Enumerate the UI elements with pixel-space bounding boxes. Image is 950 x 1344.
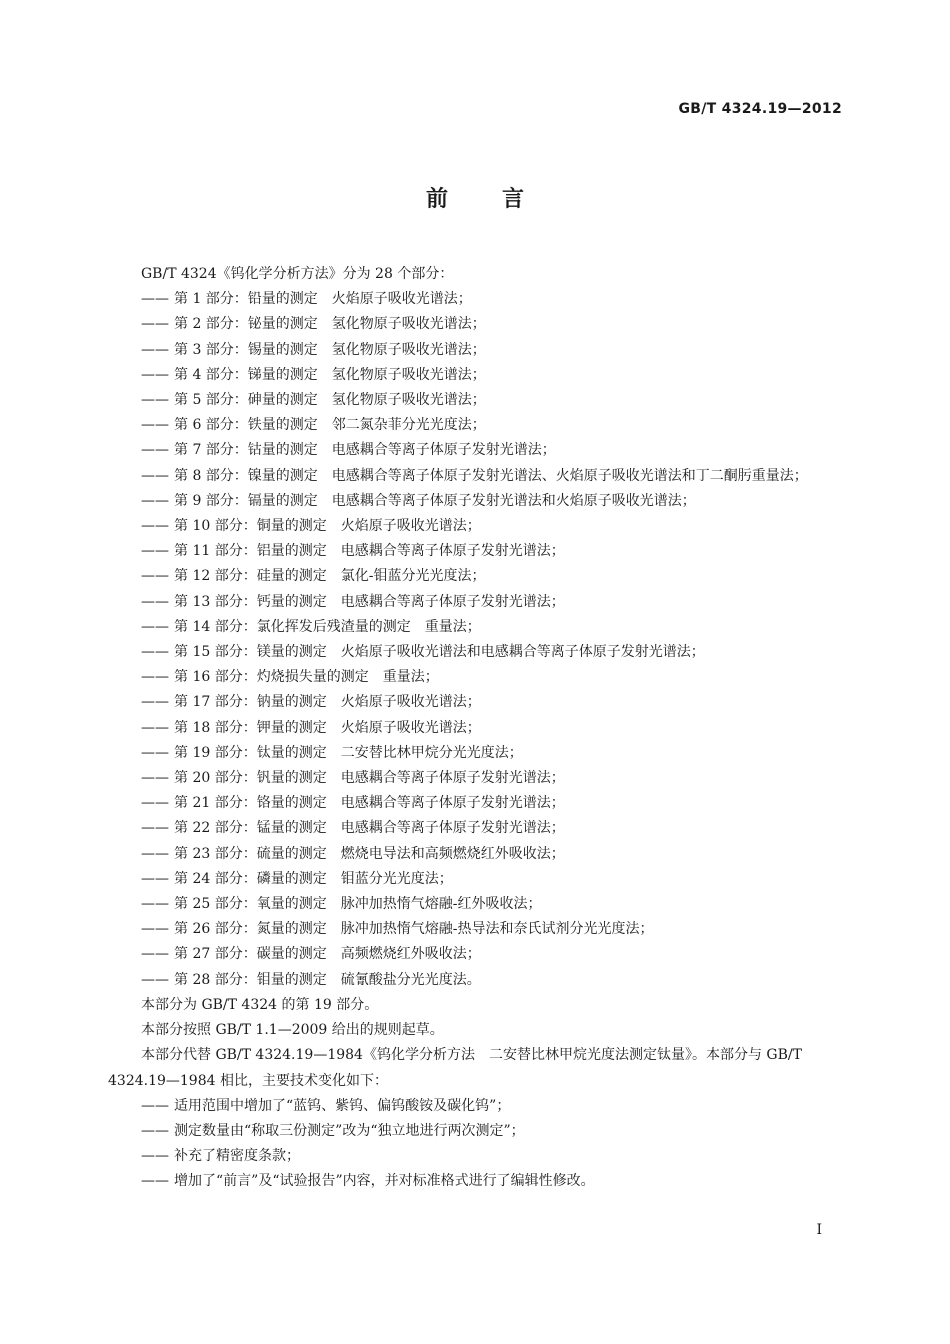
part-list-item-text: 第 22 部分：锰量的测定 电感耦合等离子体原子发射光谱法； bbox=[174, 820, 565, 837]
part-list-item bbox=[108, 413, 844, 438]
list-dash: —— bbox=[141, 618, 169, 635]
part-list-item-text: 第 26 部分：氮量的测定 脉冲加热惰气熔融-热导法和奈氏试剂分光光度法； bbox=[174, 921, 654, 938]
part-list-item bbox=[108, 438, 844, 463]
list-dash: —— bbox=[141, 669, 169, 686]
list-dash: —— bbox=[141, 896, 169, 913]
part-list-item bbox=[108, 842, 844, 867]
part-list-item-text: 第 16 部分：灼烧损失量的测定 重量法； bbox=[174, 669, 439, 686]
part-list-item-text: 第 25 部分：氧量的测定 脉冲加热惰气熔融-红外吸收法； bbox=[174, 896, 542, 913]
list-dash: —— bbox=[141, 442, 169, 459]
part-list-item bbox=[108, 489, 844, 514]
part-list-item bbox=[108, 892, 844, 917]
part-list-item-text: 第 21 部分：铬量的测定 电感耦合等离子体原子发射光谱法； bbox=[174, 795, 565, 812]
part-list-item-text: 第 15 部分：镁量的测定 火焰原子吸收光谱法和电感耦合等离子体原子发射光谱法； bbox=[174, 644, 705, 661]
list-dash: —— bbox=[141, 971, 169, 988]
part-list-item bbox=[108, 791, 844, 816]
part-list-item-text: 第 8 部分：镍量的测定 电感耦合等离子体原子发射光谱法、火焰原子吸收光谱法和丁二酮肟重量法； bbox=[174, 467, 808, 484]
part-list-item bbox=[108, 287, 844, 312]
part-list-item bbox=[108, 917, 844, 942]
list-dash: —— bbox=[141, 341, 169, 358]
part-list-item-text: 第 19 部分：钛量的测定 二安替比林甲烷分光光度法； bbox=[174, 744, 523, 761]
part-list-item-text: 第 11 部分：铝量的测定 电感耦合等离子体原子发射光谱法； bbox=[174, 543, 565, 560]
change-list-item-text: 增加了“前言”及“试验报告”内容，并对标准格式进行了编辑性修改。 bbox=[174, 1173, 595, 1190]
part-list-item bbox=[108, 690, 844, 715]
list-dash: —— bbox=[141, 593, 169, 610]
part-list-item-text: 第 2 部分：铋量的测定 氢化物原子吸收光谱法； bbox=[174, 316, 486, 333]
list-dash: —— bbox=[141, 543, 169, 560]
list-dash: —— bbox=[141, 719, 169, 736]
list-dash: —— bbox=[141, 644, 169, 661]
part-list-item bbox=[108, 615, 844, 640]
part-list-item-text: 第 20 部分：钒量的测定 电感耦合等离子体原子发射光谱法； bbox=[174, 770, 565, 787]
list-dash: —— bbox=[141, 492, 169, 509]
part-list-item bbox=[108, 338, 844, 363]
part-of-paragraph: 本部分为 GB/T 4324 的第 19 部分。 bbox=[141, 996, 379, 1013]
list-dash: —— bbox=[141, 518, 169, 535]
part-list-item-text: 第 3 部分：锡量的测定 氢化物原子吸收光谱法； bbox=[174, 341, 486, 358]
list-dash: —— bbox=[141, 744, 169, 761]
list-dash: —— bbox=[141, 694, 169, 711]
replaces-paragraph: 本部分代替 GB/T 4324.19—1984《钨化学分析方法 二安替比林甲烷光度法测定钛量》。本部分与 GB/T 4324.19—1984 相比，主要技术变化如下： bbox=[108, 1047, 802, 1089]
part-list-item bbox=[108, 564, 844, 589]
change-list-item-text: 适用范围中增加了“蓝钨、紫钨、偏钨酸铵及碳化钨”； bbox=[174, 1097, 511, 1114]
part-list-item bbox=[108, 867, 844, 892]
list-dash: —— bbox=[141, 392, 169, 409]
list-dash: —— bbox=[141, 820, 169, 837]
part-list-item bbox=[108, 968, 844, 993]
page-title: 前言 bbox=[425, 187, 578, 212]
part-list-item bbox=[108, 640, 844, 665]
list-dash: —— bbox=[141, 568, 169, 585]
part-list-item-text: 第 14 部分：氯化挥发后残渣量的测定 重量法； bbox=[174, 618, 481, 635]
change-list-item bbox=[108, 1144, 844, 1169]
part-list-item-text: 第 6 部分：铁量的测定 邻二氮杂菲分光光度法； bbox=[174, 417, 486, 434]
list-dash: —— bbox=[141, 316, 169, 333]
part-list-item-text: 第 23 部分：硫量的测定 燃烧电导法和高频燃烧红外吸收法； bbox=[174, 845, 565, 862]
standard-code: GB/T 4324.19—2012 bbox=[678, 101, 842, 117]
part-list-item bbox=[108, 741, 844, 766]
part-list-item bbox=[108, 514, 844, 539]
part-list-item-text: 第 4 部分：锑量的测定 氢化物原子吸收光谱法； bbox=[174, 366, 486, 383]
part-list-item-text: 第 24 部分：磷量的测定 钼蓝分光光度法； bbox=[174, 870, 453, 887]
part-list-item bbox=[108, 464, 844, 489]
part-list-item bbox=[108, 716, 844, 741]
intro-paragraph: GB/T 4324《钨化学分析方法》分为 28 个部分： bbox=[141, 266, 454, 282]
list-dash: —— bbox=[141, 1173, 169, 1190]
part-list-item-text: 第 13 部分：钙量的测定 电感耦合等离子体原子发射光谱法； bbox=[174, 593, 565, 610]
change-list-item bbox=[108, 1119, 844, 1144]
part-list-item bbox=[108, 363, 844, 388]
list-dash: —— bbox=[141, 1148, 169, 1165]
list-dash: —— bbox=[141, 845, 169, 862]
part-list-item bbox=[108, 312, 844, 337]
list-dash: —— bbox=[141, 870, 169, 887]
part-list-item-text: 第 1 部分：铅量的测定 火焰原子吸收光谱法； bbox=[174, 291, 472, 308]
list-dash: —— bbox=[141, 467, 169, 484]
drafting-rules-paragraph: 本部分按照 GB/T 1.1—2009 给出的规则起草。 bbox=[141, 1022, 444, 1039]
list-dash: —— bbox=[141, 921, 169, 938]
list-dash: —— bbox=[141, 291, 169, 308]
change-list-item bbox=[108, 1094, 844, 1119]
part-list-item bbox=[108, 388, 844, 413]
part-list-item-text: 第 18 部分：钾量的测定 火焰原子吸收光谱法； bbox=[174, 719, 481, 736]
change-list-item bbox=[108, 1169, 844, 1194]
part-list-item bbox=[108, 816, 844, 841]
list-dash: —— bbox=[141, 1097, 169, 1114]
part-list-item bbox=[108, 539, 844, 564]
changes-list bbox=[108, 1094, 844, 1195]
list-dash: —— bbox=[141, 770, 169, 787]
list-dash: —— bbox=[141, 946, 169, 963]
change-list-item-text: 测定数量由“称取三份测定”改为“独立地进行两次测定”； bbox=[174, 1122, 525, 1139]
part-list-item-text: 第 10 部分：铜量的测定 火焰原子吸收光谱法； bbox=[174, 518, 481, 535]
change-list-item-text: 补充了精密度条款； bbox=[174, 1148, 300, 1165]
part-list-item-text: 第 27 部分：碳量的测定 高频燃烧红外吸收法； bbox=[174, 946, 481, 963]
part-list-item-text: 第 7 部分：钴量的测定 电感耦合等离子体原子发射光谱法； bbox=[174, 442, 556, 459]
part-list-item-text: 第 12 部分：硅量的测定 氯化-钼蓝分光光度法； bbox=[174, 568, 486, 585]
parts-list bbox=[108, 287, 844, 993]
part-list-item bbox=[108, 665, 844, 690]
part-list-item-text: 第 17 部分：钠量的测定 火焰原子吸收光谱法； bbox=[174, 694, 481, 711]
list-dash: —— bbox=[141, 795, 169, 812]
part-list-item bbox=[108, 590, 844, 615]
part-list-item-text: 第 28 部分：钼量的测定 硫氰酸盐分光光度法。 bbox=[174, 971, 481, 988]
list-dash: —— bbox=[141, 1122, 169, 1139]
page-number: I bbox=[816, 1222, 822, 1238]
document-body bbox=[108, 262, 844, 1195]
list-dash: —— bbox=[141, 417, 169, 434]
part-list-item bbox=[108, 766, 844, 791]
part-list-item bbox=[108, 942, 844, 967]
list-dash: —— bbox=[141, 366, 169, 383]
part-list-item-text: 第 9 部分：镉量的测定 电感耦合等离子体原子发射光谱法和火焰原子吸收光谱法； bbox=[174, 492, 696, 509]
part-list-item-text: 第 5 部分：砷量的测定 氢化物原子吸收光谱法； bbox=[174, 392, 486, 409]
